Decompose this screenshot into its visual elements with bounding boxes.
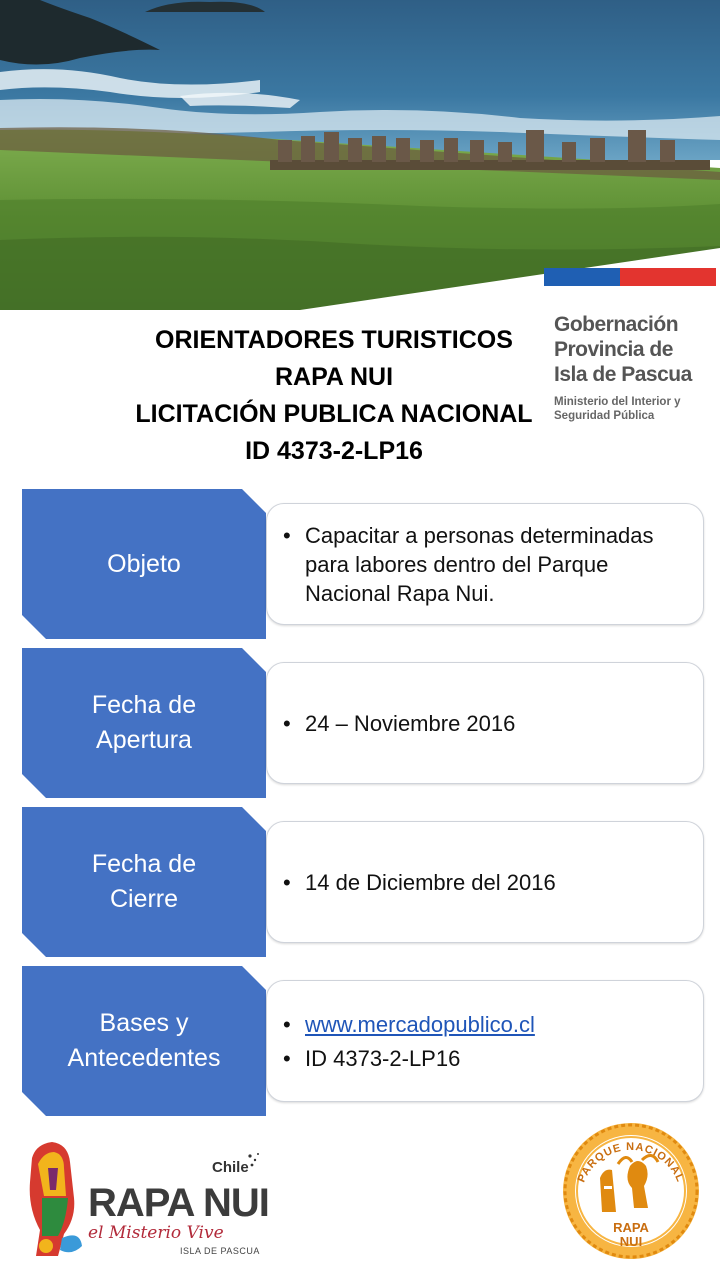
flag-red-stripe: [620, 268, 716, 286]
logo-tagline: el Misterio Vive: [88, 1223, 224, 1243]
mercadopublico-link[interactable]: www.mercadopublico.cl: [305, 1011, 535, 1037]
info-row-bases: [22, 966, 704, 1116]
title-line-3: LICITACIÓN PUBLICA NACIONAL: [135, 400, 533, 428]
logo-bottom-line-2: NUI: [619, 1234, 643, 1249]
info-row-objeto: [22, 489, 704, 639]
page-title: [100, 322, 568, 470]
title-line-4: ID 4373-2-LP16: [245, 437, 423, 465]
logo-top-text: PARQUE NACIONAL: [575, 1140, 687, 1185]
info-row-apertura: [22, 648, 704, 798]
row-label: Bases y Antecedentes: [67, 1009, 221, 1072]
flag-blue-stripe: [544, 268, 620, 286]
row-content-card: [266, 821, 704, 943]
bullet-item: • 24 – Noviembre 2016: [283, 709, 689, 738]
logo-place: ISLA DE PASCUA: [180, 1246, 260, 1256]
row-content-card: [266, 662, 704, 784]
logo-brand: RAPA NUI: [88, 1181, 269, 1225]
title-line-2: RAPA NUI: [274, 363, 394, 391]
row-content-card: [266, 980, 704, 1102]
parque-nacional-logo: [560, 1116, 702, 1266]
row-label: Fecha de Cierre: [91, 850, 197, 913]
info-row-cierre: [22, 807, 704, 957]
hero-photo: [0, 0, 720, 310]
bullet-item-link: [283, 1010, 689, 1039]
government-line-3: Isla de Pascua: [554, 363, 692, 386]
government-logo: [554, 312, 692, 423]
government-line-1: Gobernación: [554, 313, 679, 336]
row-label: Objeto: [107, 549, 181, 578]
logo-country: Chile: [212, 1159, 249, 1176]
title-line-1: ORIENTADORES TURISTICOS: [155, 326, 513, 354]
bullet-item: • 14 de Diciembre del 2016: [283, 868, 689, 897]
ministry-line-2: Seguridad Pública: [554, 410, 655, 422]
ministry-line-1: Ministerio del Interior y: [554, 396, 681, 408]
row-content-card: [266, 503, 704, 625]
bullet-item: • ID 4373-2-LP16: [283, 1044, 689, 1073]
government-line-2: Provincia de: [554, 338, 673, 361]
bullet-item: • Capacitar a personas determinadas para labores dentro del Parque Nacional Rapa Nui.: [283, 521, 689, 608]
logo-bottom-line-1: RAPA: [613, 1220, 649, 1235]
row-label: Fecha de Apertura: [91, 691, 197, 754]
rapa-nui-tourism-logo: [22, 1138, 272, 1263]
